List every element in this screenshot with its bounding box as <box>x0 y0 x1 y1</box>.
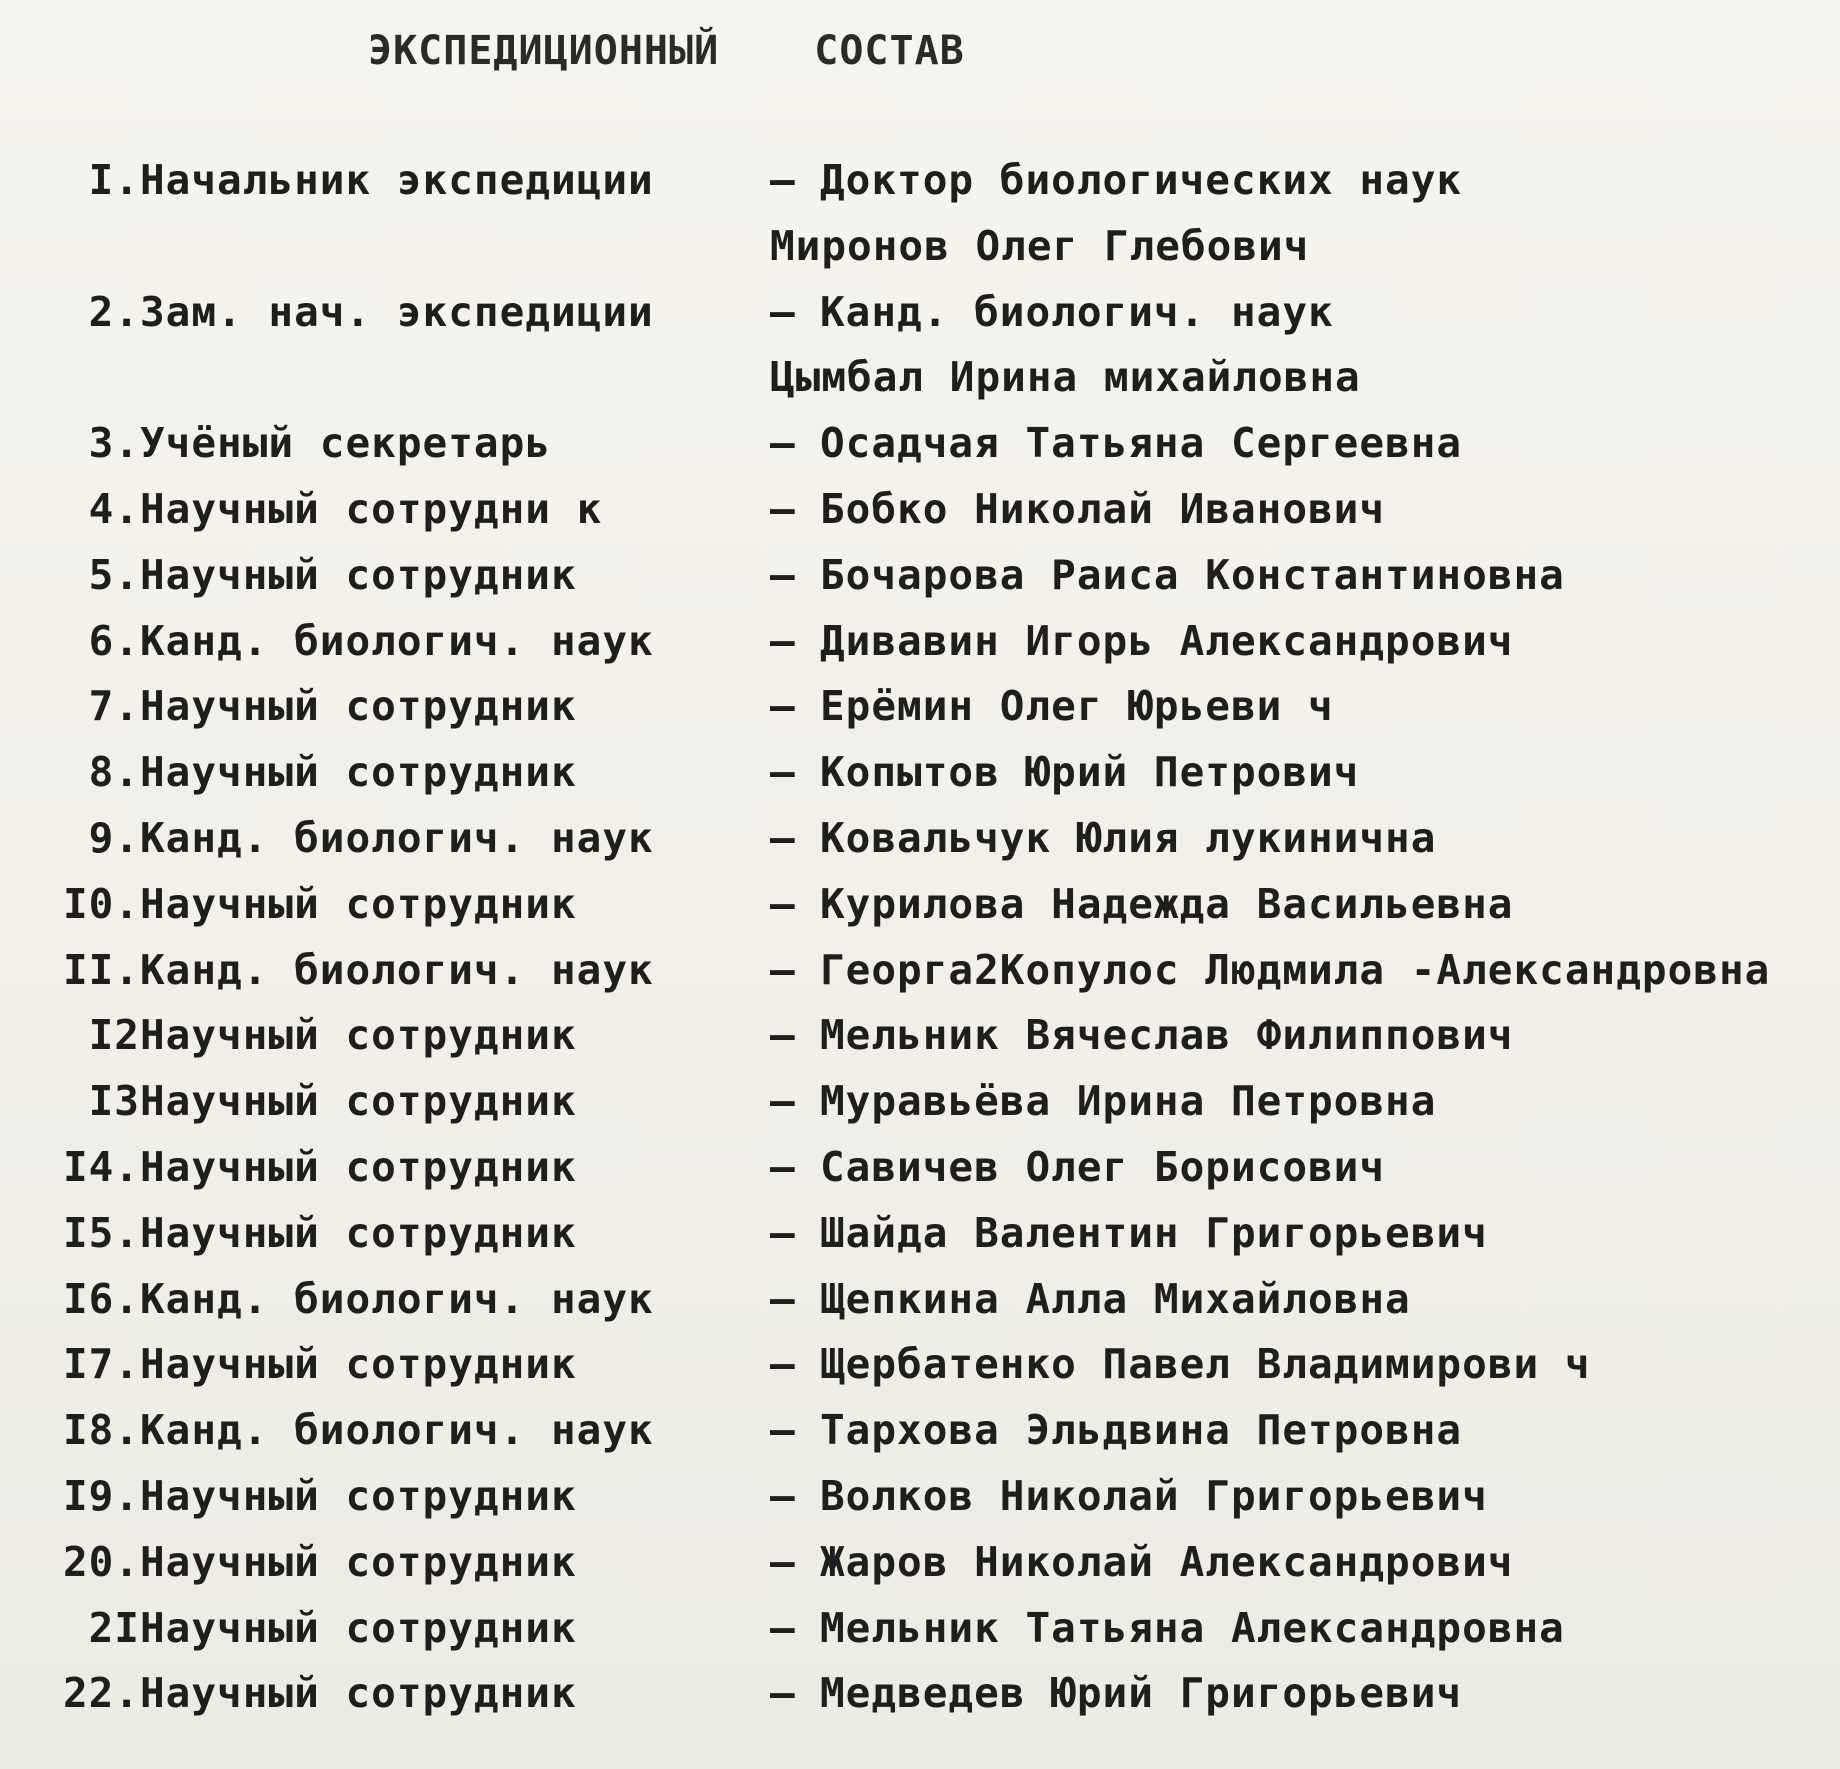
roster-number: I5. <box>62 1208 140 1257</box>
roster-dash: – <box>770 1406 796 1455</box>
roster-role: Научный сотрудник <box>140 879 577 928</box>
roster-name: Доктор биологических наук <box>820 156 1463 204</box>
roster-name: Бочарова Раиса Константиновна <box>820 550 1565 599</box>
roster-number: 2. <box>88 287 140 336</box>
roster-name: Щепкина Алла Михайловна <box>820 1274 1411 1323</box>
roster-role: Научный сотрудник <box>140 550 577 599</box>
roster-name: Бобко Николай Иванович <box>820 485 1386 533</box>
roster-row <box>0 545 1840 605</box>
roster-name: Жаров Николай Александрович <box>820 1537 1514 1586</box>
roster-dash: – <box>770 1537 796 1586</box>
roster-dash: – <box>770 1274 796 1323</box>
roster-row <box>0 1532 1840 1592</box>
roster-role: Научный сотрудни к <box>140 485 603 533</box>
roster-number: 6. <box>88 616 140 665</box>
roster-row <box>0 1466 1840 1526</box>
roster-row <box>0 676 1840 736</box>
roster-row <box>0 1400 1840 1460</box>
roster-dash: – <box>770 1011 796 1060</box>
roster-name: Ерёмин Олег Юрьеви ч <box>820 682 1334 731</box>
roster-role: Научный сотрудник <box>140 1603 577 1652</box>
roster-name: Медведев Юрий Григорьевич <box>820 1669 1463 1718</box>
roster-name: Ковальчук Юлия лукинична <box>820 814 1437 862</box>
roster-number: 8. <box>88 748 140 797</box>
roster-number: 7. <box>88 682 140 731</box>
roster-name: Дивавин Игорь Александрович <box>820 616 1514 665</box>
roster-row <box>0 874 1840 934</box>
roster-name: Канд. биологич. наук <box>820 287 1334 336</box>
roster-number: 3. <box>88 419 140 468</box>
roster-number: II. <box>62 945 140 994</box>
roster-dash: – <box>770 1669 796 1718</box>
roster-number: 22. <box>62 1669 140 1718</box>
title-word-2: СОСТАВ <box>814 28 965 74</box>
document-title <box>368 28 965 74</box>
roster-role: Научный сотрудник <box>140 1077 577 1126</box>
roster-row <box>0 1269 1840 1329</box>
roster-row <box>0 742 1840 802</box>
roster-role: Научный сотрудник <box>140 748 577 797</box>
roster-role: Научный сотрудник <box>140 1472 577 1520</box>
roster-dash: – <box>770 419 796 468</box>
roster-dash: – <box>770 156 796 204</box>
roster-role: Начальник экспедиции <box>140 156 654 204</box>
roster-dash: – <box>770 1143 796 1191</box>
roster-name: Мельник Вячеслав Филиппович <box>820 1011 1514 1060</box>
roster-number: 2I <box>88 1603 140 1652</box>
roster-role: Научный сотрудник <box>140 682 577 731</box>
roster-list <box>0 150 1840 1750</box>
roster-dash: – <box>770 550 796 599</box>
title-word-1: ЭКСПЕДИЦИОННЫЙ <box>368 28 720 74</box>
roster-name: Осадчая Татьяна Сергеевна <box>820 419 1463 468</box>
roster-dash: – <box>770 1603 796 1652</box>
roster-number: I3 <box>88 1077 140 1126</box>
roster-number: I0. <box>62 879 140 928</box>
roster-row <box>0 611 1840 671</box>
roster-dash: – <box>770 945 796 994</box>
roster-dash: – <box>770 485 796 533</box>
roster-dash: – <box>770 682 796 731</box>
roster-row <box>0 150 1840 210</box>
roster-number: I4. <box>62 1143 140 1191</box>
roster-role: Канд. биологич. наук <box>140 616 654 665</box>
roster-number: I9. <box>62 1472 140 1520</box>
roster-dash: – <box>770 1340 796 1389</box>
roster-row <box>0 1334 1840 1394</box>
roster-role: Канд. биологич. наук <box>140 1274 654 1323</box>
roster-role: Научный сотрудник <box>140 1143 577 1191</box>
roster-name: Волков Николай Григорьевич <box>820 1472 1488 1520</box>
roster-name: Савичев Олег Борисович <box>820 1143 1386 1191</box>
roster-number: 9. <box>88 814 140 862</box>
roster-name-continued: Цымбал Ирина михайловна <box>770 353 1361 402</box>
roster-name-continued: Миронов Олег Глебович <box>770 221 1310 270</box>
roster-name: Копытов Юрий Петрович <box>820 748 1360 797</box>
roster-row <box>0 413 1840 473</box>
roster-number: I7. <box>62 1340 140 1389</box>
roster-dash: – <box>770 287 796 336</box>
roster-role: Канд. биологич. наук <box>140 814 654 862</box>
roster-name: Муравьёва Ирина Петровна <box>820 1077 1437 1126</box>
roster-role: Канд. биологич. наук <box>140 1406 654 1455</box>
roster-role: Научный сотрудник <box>140 1340 577 1389</box>
roster-number: I8. <box>62 1406 140 1455</box>
roster-name: Щербатенко Павел Владимирови ч <box>820 1340 1591 1389</box>
roster-role: Учёный секретарь <box>140 419 551 468</box>
roster-row <box>0 282 1840 342</box>
roster-role: Научный сотрудник <box>140 1208 577 1257</box>
roster-dash: – <box>770 1077 796 1126</box>
roster-dash: – <box>770 1208 796 1257</box>
roster-role: Научный сотрудник <box>140 1669 577 1718</box>
roster-row <box>0 479 1840 539</box>
roster-name: Курилова Надежда Васильевна <box>820 879 1514 928</box>
roster-row <box>0 940 1840 1000</box>
roster-row <box>0 1598 1840 1658</box>
roster-dash: – <box>770 748 796 797</box>
roster-dash: – <box>770 814 796 862</box>
roster-role: Научный сотрудник <box>140 1537 577 1586</box>
roster-row <box>0 1137 1840 1197</box>
roster-row <box>0 808 1840 868</box>
roster-row <box>0 1071 1840 1131</box>
roster-number: I2 <box>88 1011 140 1060</box>
roster-row <box>0 1203 1840 1263</box>
roster-number: 4. <box>88 485 140 533</box>
roster-name: Георга2Копулос Людмила -Александровна <box>820 945 1771 994</box>
roster-role: Научный сотрудник <box>140 1011 577 1060</box>
roster-dash: – <box>770 616 796 665</box>
roster-row <box>0 1005 1840 1065</box>
roster-number: 20. <box>62 1537 140 1586</box>
roster-number: 5. <box>88 550 140 599</box>
roster-role: Канд. биологич. наук <box>140 945 654 994</box>
roster-role: Зам. нач. экспедиции <box>140 287 654 336</box>
roster-row <box>0 1663 1840 1723</box>
roster-name: Тархова Эльдвина Петровна <box>820 1406 1463 1455</box>
roster-number: I. <box>88 156 140 204</box>
roster-name: Мельник Татьяна Александровна <box>820 1603 1565 1652</box>
roster-dash: – <box>770 1472 796 1520</box>
roster-dash: – <box>770 879 796 928</box>
roster-number: I6. <box>62 1274 140 1323</box>
roster-name: Шайда Валентин Григорьевич <box>820 1208 1488 1257</box>
